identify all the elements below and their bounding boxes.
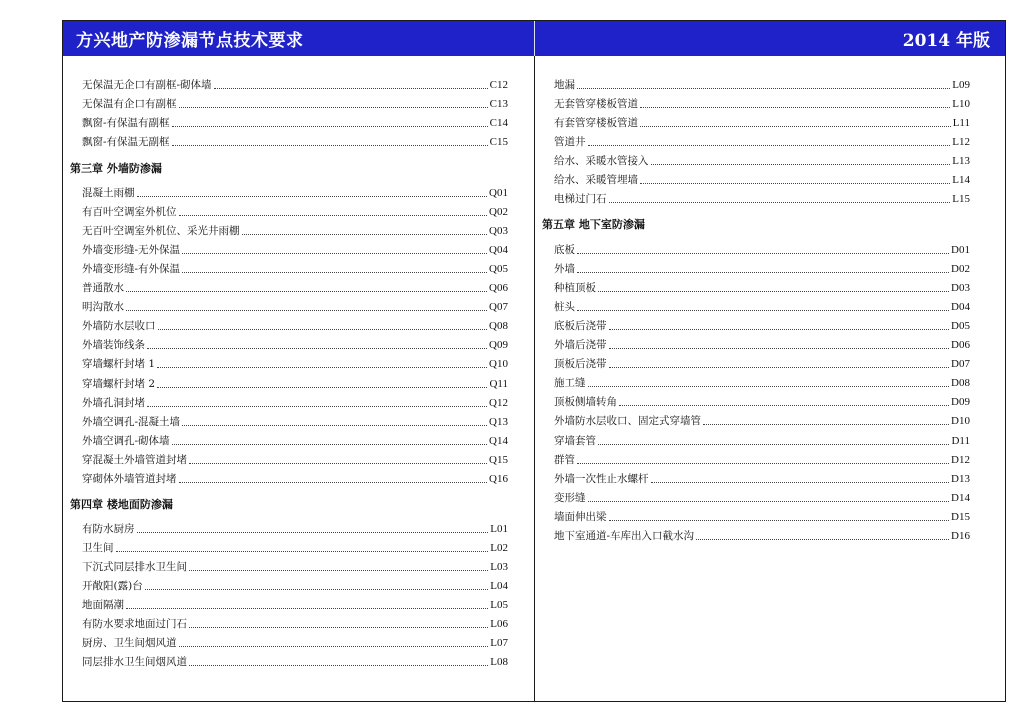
toc-entry bbox=[82, 239, 508, 257]
edition-label: 2014 年版 bbox=[902, 31, 990, 51]
toc-entry-label: 无保温无企口有副框-砌体墙 bbox=[82, 79, 212, 91]
toc-entry-label: 外墙 bbox=[554, 263, 575, 276]
toc-entry bbox=[554, 188, 970, 206]
toc-entry-code: L13 bbox=[952, 155, 970, 168]
toc-entry-label: 桩头 bbox=[554, 301, 575, 314]
toc-entry-label: 有套管穿楼板管道 bbox=[554, 117, 638, 130]
toc-entry bbox=[82, 112, 508, 130]
toc-entry bbox=[82, 556, 508, 574]
toc-entry-label: 外墙一次性止水螺杆 bbox=[554, 472, 649, 485]
toc-leader-dots bbox=[126, 291, 487, 292]
toc-entry-label: 施工缝 bbox=[554, 377, 586, 390]
toc-entry bbox=[82, 201, 508, 219]
toc-entry-label: 明沟散水 bbox=[82, 301, 124, 314]
toc-entry bbox=[554, 525, 970, 543]
toc-entry-label: 外墙防水层收口 bbox=[82, 320, 156, 333]
toc-entry-label: 下沉式同层排水卫生间 bbox=[82, 561, 187, 574]
toc-entry-code: D07 bbox=[951, 358, 970, 371]
toc-entry-code: D08 bbox=[951, 377, 970, 390]
toc-entry-label: 给水、采暖管埋墙 bbox=[554, 174, 638, 187]
toc-entry-code: Q06 bbox=[489, 282, 508, 295]
toc-entry-label: 变形缝 bbox=[554, 491, 586, 504]
toc-entry-code: Q16 bbox=[489, 472, 508, 485]
toc-entry-label: 外墙变形缝-无外保温 bbox=[82, 244, 181, 257]
toc-entry-label: 顶板侧墙转角 bbox=[554, 396, 617, 409]
toc-entry bbox=[554, 296, 970, 314]
toc-entry-label: 电梯过门石 bbox=[554, 193, 607, 206]
toc-entry-code: L07 bbox=[490, 637, 508, 650]
toc-entry-label: 管道井 bbox=[554, 136, 586, 149]
toc-entry-code: L09 bbox=[952, 79, 970, 91]
toc-entry bbox=[554, 449, 970, 467]
toc-leader-dots bbox=[598, 444, 949, 445]
toc-entry-code: D12 bbox=[951, 453, 970, 466]
toc-leader-dots bbox=[577, 463, 949, 464]
toc-entry-code: D14 bbox=[951, 491, 970, 504]
toc-leader-dots bbox=[172, 126, 488, 127]
chapter-heading: 第五章 地下室防渗漏 bbox=[542, 218, 645, 231]
toc-entry bbox=[554, 410, 970, 428]
toc-leader-dots bbox=[145, 589, 489, 590]
toc-leader-dots bbox=[179, 482, 488, 483]
toc-entry bbox=[82, 74, 508, 92]
toc-entry-label: 外墙变形缝-有外保温 bbox=[82, 263, 181, 276]
toc-leader-dots bbox=[158, 329, 488, 330]
toc-leader-dots bbox=[189, 665, 488, 666]
toc-entry-label: 穿墙螺杆封堵 2 bbox=[82, 377, 156, 390]
toc-leader-dots bbox=[172, 145, 488, 146]
toc-leader-dots bbox=[609, 202, 951, 203]
toc-entry-code: Q04 bbox=[489, 244, 508, 257]
toc-entry-label: 底板后浇带 bbox=[554, 320, 607, 333]
toc-entry bbox=[554, 169, 970, 187]
toc-leader-dots bbox=[588, 145, 951, 146]
chapter-heading: 第四章 楼地面防渗漏 bbox=[70, 498, 173, 511]
toc-entry bbox=[554, 93, 970, 111]
toc-entry bbox=[82, 93, 508, 111]
toc-entry bbox=[82, 651, 508, 669]
toc-entry-label: 开敞阳(露)台 bbox=[82, 580, 143, 593]
toc-entry-label: 无套管穿楼板管道 bbox=[554, 98, 638, 111]
toc-entry-code: L10 bbox=[952, 98, 970, 111]
toc-entry bbox=[554, 74, 970, 92]
toc-entry bbox=[82, 373, 508, 391]
toc-entry-code: Q05 bbox=[489, 263, 508, 276]
toc-entry-code: L04 bbox=[490, 580, 508, 593]
toc-leader-dots bbox=[182, 272, 487, 273]
toc-leader-dots bbox=[147, 348, 487, 349]
toc-entry-code: D02 bbox=[951, 263, 970, 276]
toc-entry bbox=[82, 315, 508, 333]
toc-entry-code: D11 bbox=[951, 434, 970, 447]
toc-entry-code: Q03 bbox=[489, 225, 508, 238]
toc-entry bbox=[554, 430, 970, 448]
toc-leader-dots bbox=[577, 88, 950, 89]
toc-entry-code: L11 bbox=[952, 117, 970, 130]
toc-entry-code: L02 bbox=[490, 542, 508, 555]
toc-leader-dots bbox=[598, 291, 949, 292]
toc-leader-dots bbox=[609, 348, 950, 349]
toc-entry-code: D01 bbox=[951, 244, 970, 256]
toc-entry-label: 穿墙螺杆封堵 1 bbox=[82, 358, 156, 371]
toc-entry bbox=[82, 258, 508, 276]
toc-entry-label: 卫生间 bbox=[82, 542, 114, 555]
toc-entry bbox=[554, 487, 970, 505]
toc-entry-code: D03 bbox=[951, 282, 970, 295]
toc-entry-code: C13 bbox=[489, 98, 508, 111]
toc-entry-code: L06 bbox=[490, 618, 508, 631]
toc-leader-dots bbox=[214, 88, 488, 89]
toc-entry-label: 外墙孔洞封堵 bbox=[82, 396, 145, 409]
toc-entry bbox=[82, 594, 508, 612]
toc-entry bbox=[82, 575, 508, 593]
toc-entry-code: D09 bbox=[951, 396, 970, 409]
toc-entry bbox=[82, 411, 508, 429]
toc-entry bbox=[82, 220, 508, 238]
toc-entry-code: L08 bbox=[490, 656, 508, 669]
toc-entry-code: L01 bbox=[490, 523, 508, 535]
toc-leader-dots bbox=[189, 463, 487, 464]
toc-entry-code: D04 bbox=[951, 301, 970, 314]
toc-entry-label: 有百叶空调室外机位 bbox=[82, 206, 177, 219]
toc-leader-dots bbox=[182, 425, 487, 426]
toc-leader-dots bbox=[157, 367, 487, 368]
toc-entry-label: 底板 bbox=[554, 244, 575, 256]
toc-entry bbox=[82, 449, 508, 467]
toc-entry bbox=[554, 353, 970, 371]
toc-entry-label: 穿墙套管 bbox=[554, 434, 596, 447]
toc-leader-dots bbox=[588, 386, 950, 387]
toc-entry-label: 穿砌体外墙管道封堵 bbox=[82, 472, 177, 485]
toc-leader-dots bbox=[189, 627, 488, 628]
toc-entry bbox=[82, 537, 508, 555]
toc-entry bbox=[554, 468, 970, 486]
toc-entry-label: 外墙装饰线条 bbox=[82, 339, 145, 352]
toc-entry-code: Q11 bbox=[489, 377, 508, 390]
toc-entry bbox=[82, 613, 508, 631]
toc-leader-dots bbox=[126, 310, 487, 311]
toc-entry bbox=[554, 239, 970, 257]
toc-leader-dots bbox=[126, 608, 488, 609]
toc-entry-code: Q07 bbox=[489, 301, 508, 314]
toc-leader-dots bbox=[651, 482, 950, 483]
toc-entry-label: 地面隔潮 bbox=[82, 599, 124, 612]
toc-entry bbox=[554, 391, 970, 409]
toc-leader-dots bbox=[147, 406, 487, 407]
toc-entry-label: 地下室通道-车库出入口截水沟 bbox=[554, 529, 695, 542]
toc-entry-label: 地漏 bbox=[554, 79, 575, 91]
toc-entry-label: 外墙空调孔-混凝土墙 bbox=[82, 415, 181, 428]
toc-leader-dots bbox=[179, 215, 488, 216]
toc-entry-code: Q09 bbox=[489, 339, 508, 352]
toc-entry bbox=[554, 131, 970, 149]
toc-leader-dots bbox=[609, 367, 950, 368]
toc-entry-code: L12 bbox=[952, 136, 970, 149]
toc-leader-dots bbox=[588, 501, 950, 502]
toc-leader-dots bbox=[577, 310, 949, 311]
toc-entry-code: L15 bbox=[952, 193, 970, 206]
toc-entry-code: D05 bbox=[951, 320, 970, 333]
toc-leader-dots bbox=[640, 126, 951, 127]
toc-leader-dots bbox=[179, 646, 489, 647]
toc-leader-dots bbox=[182, 253, 487, 254]
toc-entry-label: 有防水要求地面过门石 bbox=[82, 618, 187, 631]
toc-leader-dots bbox=[577, 272, 949, 273]
toc-leader-dots bbox=[609, 329, 950, 330]
toc-leader-dots bbox=[640, 107, 950, 108]
toc-entry-label: 种植顶板 bbox=[554, 282, 596, 295]
toc-entry-label: 给水、采暖水管接入 bbox=[554, 155, 649, 168]
toc-entry bbox=[82, 277, 508, 295]
toc-leader-dots bbox=[619, 405, 949, 406]
toc-entry-label: 穿混凝土外墙管道封堵 bbox=[82, 453, 187, 466]
toc-entry-code: Q14 bbox=[489, 434, 508, 447]
toc-entry-code: L03 bbox=[490, 561, 508, 574]
toc-entry-label: 外墙空调孔-砌体墙 bbox=[82, 434, 170, 447]
toc-entry-code: C14 bbox=[489, 117, 508, 130]
toc-entry bbox=[82, 296, 508, 314]
toc-entry-code: D06 bbox=[951, 339, 970, 352]
toc-leader-dots bbox=[116, 551, 489, 552]
toc-entry-label: 墙面伸出梁 bbox=[554, 510, 607, 523]
toc-entry-label: 无保温有企口有副框 bbox=[82, 98, 177, 111]
toc-entry-code: Q01 bbox=[489, 187, 508, 199]
toc-entry bbox=[82, 518, 508, 536]
toc-leader-dots bbox=[609, 520, 950, 521]
toc-entry-code: Q13 bbox=[489, 415, 508, 428]
toc-entry-code: Q02 bbox=[489, 206, 508, 219]
toc-leader-dots bbox=[172, 444, 487, 445]
toc-entry bbox=[554, 150, 970, 168]
toc-entry bbox=[82, 182, 508, 200]
toc-entry-label: 有防水厨房 bbox=[82, 523, 135, 535]
toc-entry-label: 群管 bbox=[554, 453, 575, 466]
toc-leader-dots bbox=[137, 532, 489, 533]
toc-leader-dots bbox=[640, 183, 950, 184]
toc-entry-code: Q10 bbox=[489, 358, 508, 371]
toc-entry bbox=[82, 430, 508, 448]
toc-entry-code: L05 bbox=[490, 599, 508, 612]
toc-entry bbox=[554, 258, 970, 276]
toc-leader-dots bbox=[577, 253, 949, 254]
toc-entry-code: C15 bbox=[489, 136, 508, 149]
toc-leader-dots bbox=[696, 539, 949, 540]
toc-leader-dots bbox=[189, 570, 488, 571]
toc-entry bbox=[82, 334, 508, 352]
toc-entry bbox=[554, 506, 970, 524]
toc-entry-label: 无百叶空调室外机位、采光井雨棚 bbox=[82, 225, 240, 238]
toc-entry bbox=[554, 315, 970, 333]
toc-entry-label: 普通散水 bbox=[82, 282, 124, 295]
toc-leader-dots bbox=[651, 164, 951, 165]
toc-leader-dots bbox=[703, 424, 949, 425]
toc-leader-dots bbox=[137, 196, 488, 197]
toc-entry bbox=[82, 468, 508, 486]
toc-entry bbox=[82, 392, 508, 410]
toc-entry-code: C12 bbox=[489, 79, 508, 91]
toc-entry bbox=[82, 131, 508, 149]
toc-entry-code: Q12 bbox=[489, 396, 508, 409]
toc-entry-label: 顶板后浇带 bbox=[554, 358, 607, 371]
toc-entry bbox=[82, 632, 508, 650]
toc-entry-code: D16 bbox=[951, 529, 970, 542]
toc-entry-code: D10 bbox=[951, 415, 970, 428]
toc-entry bbox=[554, 112, 970, 130]
toc-entry-code: L14 bbox=[952, 174, 970, 187]
toc-entry bbox=[554, 334, 970, 352]
toc-leader-dots bbox=[179, 107, 488, 108]
toc-entry-label: 同层排水卫生间烟风道 bbox=[82, 656, 187, 669]
toc-entry-label: 外墙后浇带 bbox=[554, 339, 607, 352]
chapter-heading: 第三章 外墙防渗漏 bbox=[70, 162, 162, 175]
toc-leader-dots bbox=[157, 387, 487, 388]
toc-entry-code: D13 bbox=[951, 472, 970, 485]
toc-entry bbox=[554, 277, 970, 295]
column-divider bbox=[534, 56, 535, 702]
toc-entry-label: 外墙防水层收口、固定式穿墙管 bbox=[554, 415, 701, 428]
toc-entry bbox=[82, 353, 508, 371]
toc-entry-code: D15 bbox=[951, 510, 970, 523]
toc-entry-label: 飘窗-有保温有副框 bbox=[82, 117, 170, 130]
toc-entry-label: 飘窗-有保温无副框 bbox=[82, 136, 170, 149]
toc-entry-code: Q15 bbox=[489, 453, 508, 466]
toc-entry-code: Q08 bbox=[489, 320, 508, 333]
toc-entry-label: 混凝土雨棚 bbox=[82, 187, 135, 199]
toc-entry bbox=[554, 372, 970, 390]
toc-entry-label: 厨房、卫生间烟风道 bbox=[82, 637, 177, 650]
toc-leader-dots bbox=[242, 234, 488, 235]
document-title: 方兴地产防渗漏节点技术要求 bbox=[76, 31, 304, 51]
